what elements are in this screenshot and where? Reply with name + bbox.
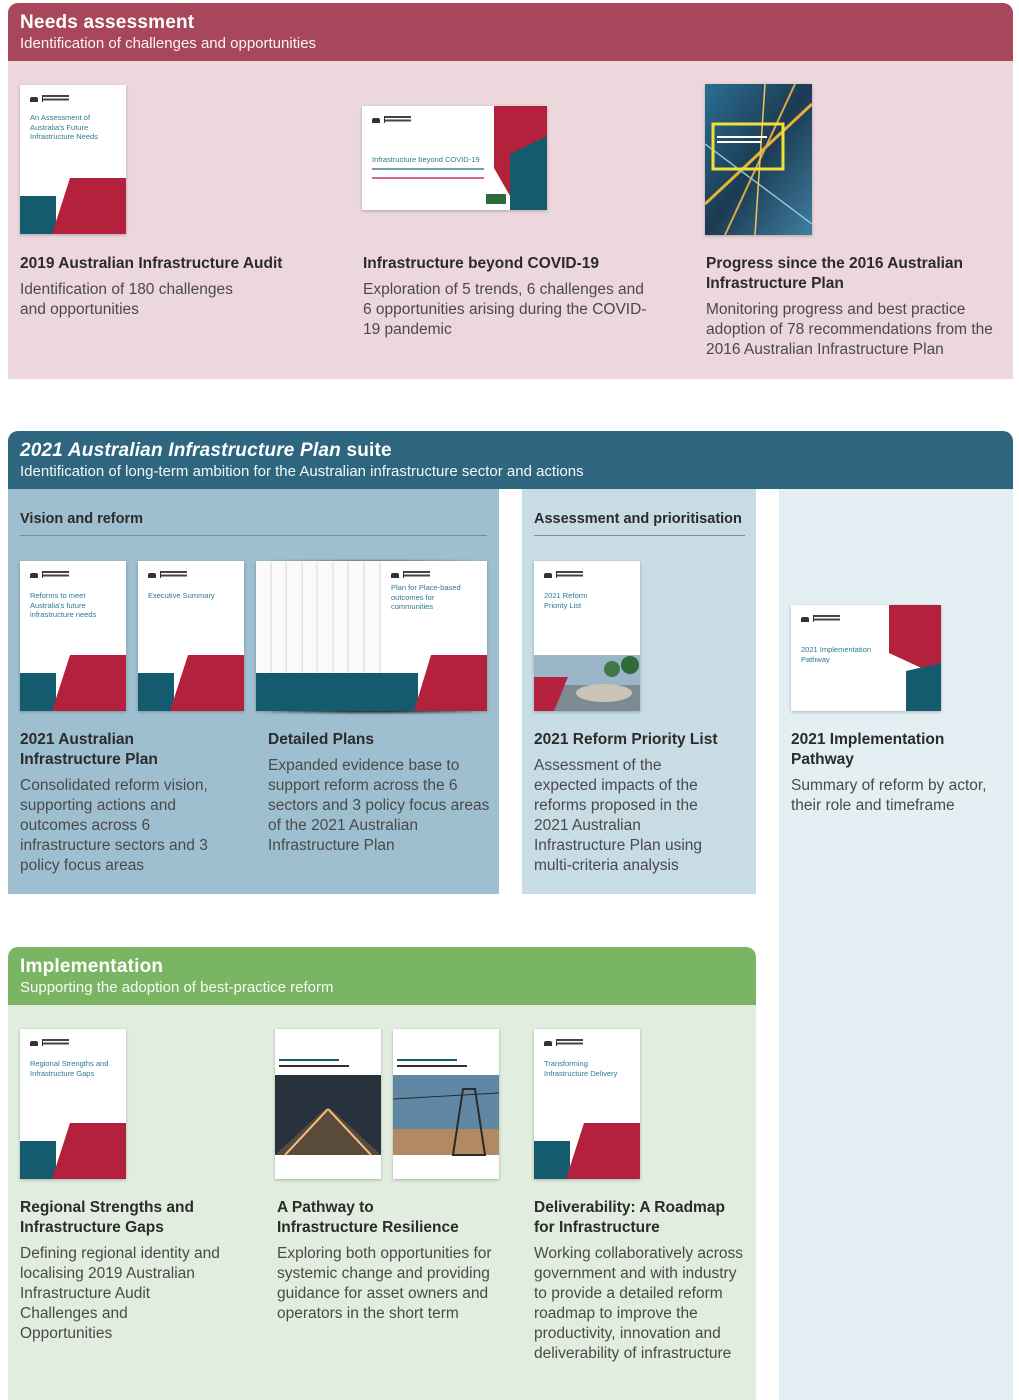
cover-title: 2021 Implementation Pathway	[801, 645, 872, 664]
cover-title: 2021 Reform Priority List	[544, 591, 588, 610]
ia-logo-icon	[30, 1039, 70, 1047]
cover-graphic	[791, 605, 941, 711]
city-photo-graphic	[705, 84, 812, 235]
item-desc: Identification of 180 challenges and opportunities	[20, 281, 233, 318]
report-cover-priority-list[interactable]	[534, 561, 640, 711]
item-title: Detailed Plans	[268, 731, 374, 748]
needs-assessment-header	[8, 3, 1013, 61]
cover-title: Transforming Infrastructure Delivery	[544, 1059, 618, 1078]
item-title: 2021 Reform Priority List	[534, 731, 718, 748]
item-desc: Expanded evidence base to support reform across the 6 sectors and 3 policy focus areas of the 2021 Australian Infrastructure Plan	[268, 757, 490, 854]
item-desc: Exploration of 5 trends, 6 challenges and 6 opportunities arising during the COVID-19 pandemic	[363, 281, 647, 338]
report-cover-deliverability[interactable]	[534, 1029, 640, 1179]
report-cover-plan[interactable]	[20, 561, 126, 711]
report-cover-covid[interactable]	[362, 106, 547, 210]
report-cover-regional[interactable]	[20, 1029, 126, 1179]
suite-header	[8, 431, 1013, 489]
detailed-plans-stack	[256, 561, 487, 711]
cover-title: Regional Strengths and Infrastructure Gaps	[30, 1059, 109, 1078]
cover-graphic	[534, 1123, 640, 1179]
cover-title: Plan for Place-based outcomes for communities	[391, 583, 461, 611]
item-title: A Pathway to Infrastructure Resilience	[277, 1199, 459, 1236]
item-desc: Monitoring progress and best practice adoption of 78 recommendations from the 2016 Australian Infrastructure Plan	[706, 301, 993, 358]
item-title: 2021 Implementation Pathway	[791, 731, 945, 768]
item-title: Regional Strengths and Infrastructure Gaps	[20, 1199, 194, 1236]
report-cover-implementation-pathway[interactable]	[791, 605, 941, 711]
ia-logo-icon	[391, 571, 431, 579]
report-cover-executive-summary[interactable]	[138, 561, 244, 711]
cover-title: Reforms to meet Australia's future infrastructure needs	[30, 591, 97, 619]
stack-graphic	[256, 655, 487, 711]
item-title: Deliverability: A Roadmap for Infrastructure	[534, 1199, 725, 1236]
report-cover-resilience-2[interactable]	[393, 1029, 499, 1179]
needs-assessment-subtitle: Identification of challenges and opportunities	[20, 35, 317, 52]
report-cover-progress[interactable]	[705, 84, 812, 235]
item-desc: Consolidated reform vision, supporting actions and outcomes across 6 infrastructure sectors and 3 policy focus areas	[20, 777, 208, 874]
cover-title: An Assessment of Australia's Future Infrastructure Needs	[30, 113, 98, 141]
item-title: Infrastructure beyond COVID-19	[363, 255, 599, 272]
item-desc: Summary of reform by actor, their role and timeframe	[791, 777, 987, 814]
cover-title: Executive Summary	[148, 591, 215, 600]
cover-graphic	[362, 106, 547, 210]
vision-heading: Vision and reform	[20, 511, 487, 536]
item-desc: Working collaboratively across government and with industry to provide a detailed reform roadmap to improve the productivity, innovation and deliverability of infrastructure	[534, 1245, 744, 1362]
ia-logo-icon	[30, 571, 70, 579]
report-cover-resilience-1[interactable]	[275, 1029, 381, 1179]
assessment-heading: Assessment and prioritisation	[534, 511, 745, 536]
implementation-header	[8, 947, 756, 1005]
cover-title: Infrastructure beyond COVID-19	[372, 155, 480, 164]
report-cover-audit[interactable]	[20, 85, 126, 234]
item-title: 2019 Australian Infrastructure Audit	[20, 255, 283, 272]
item-desc: Defining regional identity and localising 2019 Australian Infrastructure Audit Challenges and Opportunities	[20, 1245, 220, 1342]
ia-logo-icon	[148, 571, 188, 579]
ia-logo-icon	[30, 95, 70, 103]
cover-graphic	[20, 178, 126, 234]
ia-logo-icon	[544, 571, 584, 579]
cover-photo-graphic	[534, 655, 640, 711]
suite-title: 2021 Australian Infrastructure Plan suite	[20, 440, 392, 461]
needs-assessment-title: Needs assessment	[20, 12, 195, 33]
cover-graphic	[20, 655, 126, 711]
implementation-subtitle: Supporting the adoption of best-practice reform	[20, 979, 334, 996]
item-desc: Exploring both opportunities for systemic change and providing guidance for asset owners and operators in the short term	[277, 1245, 492, 1322]
item-desc: Assessment of the expected impacts of the reforms proposed in the 2021 Australian Infrastructure Plan using multi-criteria analysis	[534, 757, 703, 874]
item-title: 2021 Australian Infrastructure Plan	[20, 731, 158, 768]
cover-graphic	[20, 1123, 126, 1179]
cover-graphic	[138, 655, 244, 711]
road-photo-graphic	[275, 1029, 381, 1179]
item-title: Progress since the 2016 Australian Infrastructure Plan	[706, 255, 964, 292]
implementation-title: Implementation	[20, 956, 164, 977]
pylon-photo-graphic	[393, 1029, 499, 1179]
ia-logo-icon	[544, 1039, 584, 1047]
suite-subtitle: Identification of long-term ambition for the Australian infrastructure sector and actions	[20, 463, 584, 480]
